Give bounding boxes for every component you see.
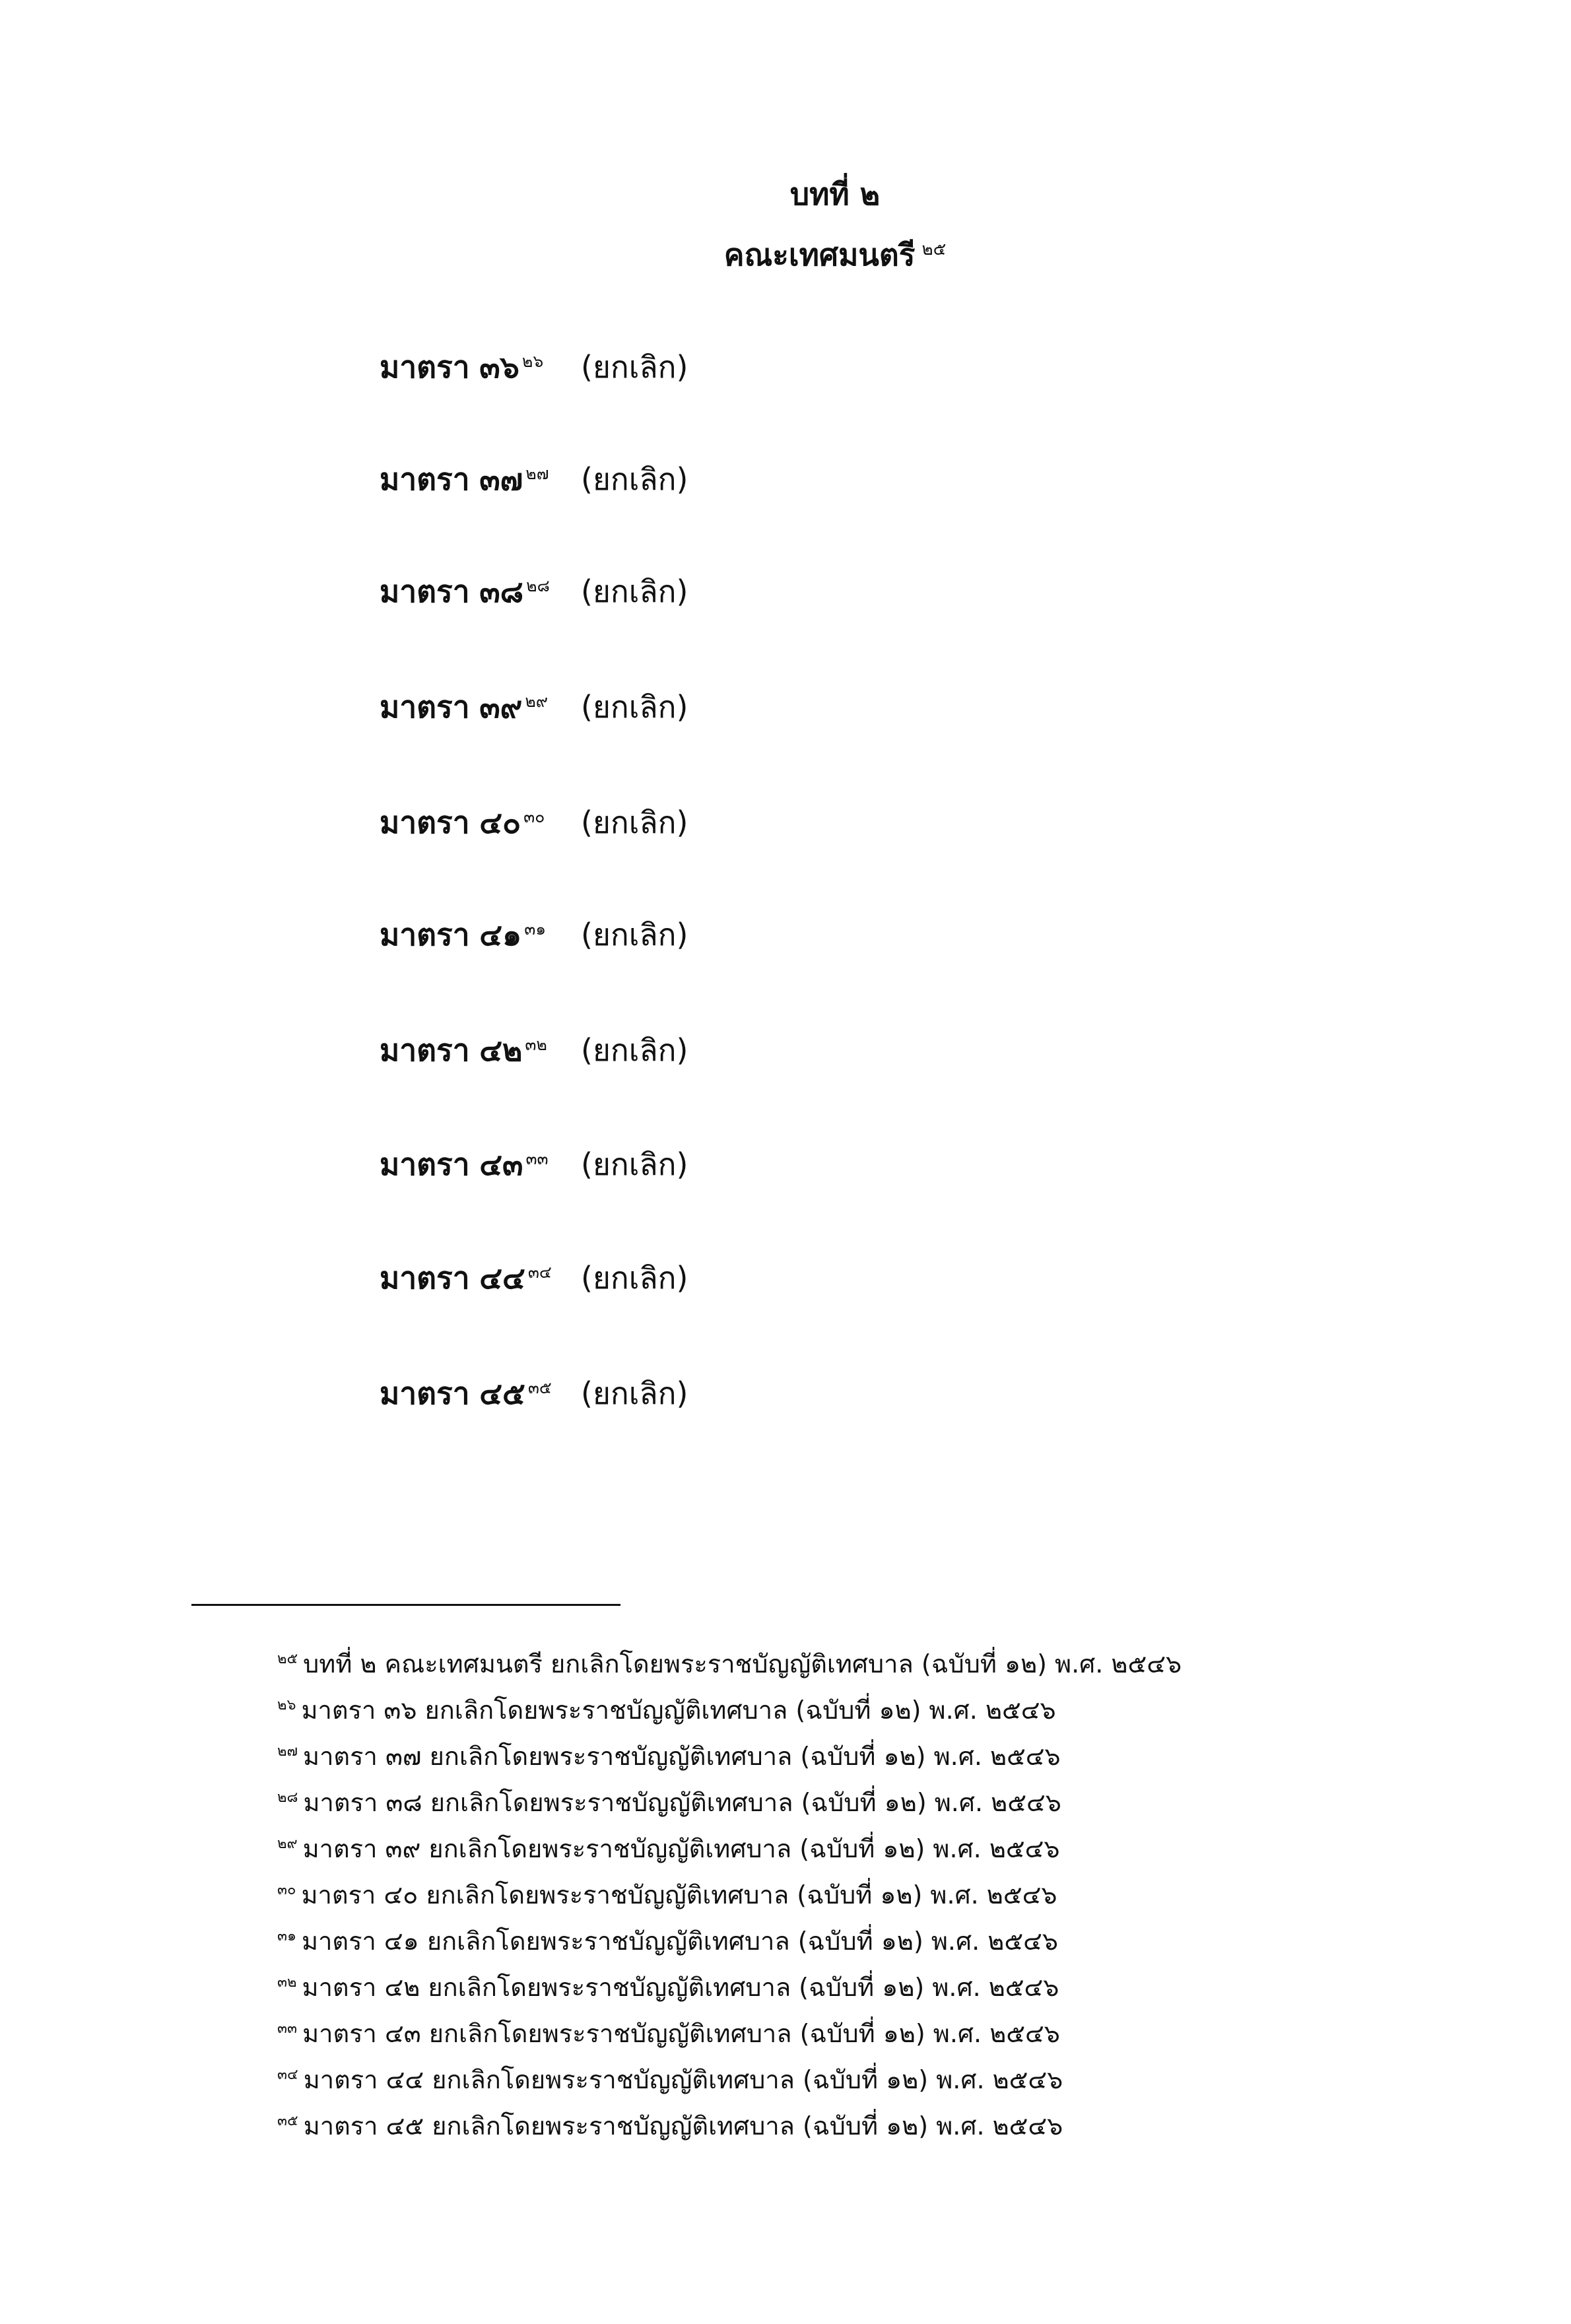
- section-footnote-mark: ๓๓: [525, 1148, 549, 1168]
- footnote: [277, 2013, 1060, 2053]
- section-number: ๔๓: [479, 1146, 523, 1182]
- section-number: ๔๐: [479, 805, 521, 840]
- section-footnote-mark: ๓๔: [527, 1262, 552, 1282]
- section-number: ๔๔: [479, 1260, 525, 1296]
- chapter-subtitle-line: [0, 231, 1571, 279]
- section-label: มาตรา: [380, 349, 470, 385]
- section-status: (ยกเลิก): [581, 574, 688, 609]
- chapter-heading: [0, 170, 1571, 218]
- footnote-text: มาตรา ๓๘ ยกเลิกโดยพระราชบัญญัติเทศบาล (ฉบับที่ ๑๒) พ.ศ. ๒๕๔๖: [303, 1788, 1061, 1817]
- section-row: [380, 1141, 688, 1189]
- section-label: มาตรา: [380, 574, 470, 609]
- section-row: [380, 911, 688, 959]
- section-label: มาตรา: [380, 1032, 470, 1068]
- section-number: ๓๘: [479, 574, 524, 609]
- section-label: มาตรา: [380, 1376, 470, 1411]
- footnote: [277, 1782, 1061, 1822]
- footnote-text: มาตรา ๔๐ ยกเลิกโดยพระราชบัญญัติเทศบาล (ฉบับที่ ๑๒) พ.ศ. ๒๕๔๖: [301, 1880, 1057, 1909]
- footnote-mark: ๓๒: [277, 1974, 297, 1991]
- section-row: [380, 343, 688, 391]
- footnote: [277, 1643, 1182, 1684]
- footnote: [277, 1921, 1058, 1961]
- section-row: [380, 455, 688, 504]
- section-row: [380, 799, 688, 847]
- section-row: [380, 1026, 688, 1075]
- section-number: ๔๑: [479, 917, 522, 952]
- footnote-text: มาตรา ๓๗ ยกเลิกโดยพระราชบัญญัติเทศบาล (ฉบับที่ ๑๒) พ.ศ. ๒๕๔๖: [303, 1742, 1061, 1771]
- footnote-text: มาตรา ๔๓ ยกเลิกโดยพระราชบัญญัติเทศบาล (ฉบับที่ ๑๒) พ.ศ. ๒๕๔๖: [302, 2019, 1060, 2048]
- section-status: (ยกเลิก): [581, 805, 688, 840]
- section-label: มาตรา: [380, 805, 470, 840]
- section-footnote-mark: ๒๖: [521, 351, 544, 371]
- footnote: [277, 2059, 1063, 2100]
- section-footnote-mark: ๒๘: [526, 576, 550, 595]
- section-status: (ยกเลิก): [581, 1032, 688, 1068]
- footnote-mark: ๒๘: [277, 1789, 298, 1807]
- footnote: [277, 1967, 1059, 2007]
- section-label: มาตรา: [380, 1260, 470, 1296]
- section-footnote-mark: ๒๗: [525, 463, 549, 483]
- section-footnote-mark: ๓๑: [524, 919, 547, 939]
- footnote-mark: ๒๕: [277, 1651, 298, 1668]
- footnote-text: มาตรา ๔๕ ยกเลิกโดยพระราชบัญญัติเทศบาล (ฉบับที่ ๑๒) พ.ศ. ๒๕๔๖: [303, 2111, 1063, 2141]
- section-number: ๓๖: [479, 349, 519, 385]
- footnote: [277, 1828, 1060, 1869]
- section-footnote-mark: ๓๒: [525, 1034, 547, 1054]
- chapter-subtitle: คณะเทศมนตรี: [723, 237, 916, 273]
- section-number: ๓๙: [479, 689, 523, 725]
- section-number: ๔๒: [479, 1032, 523, 1068]
- section-status: (ยกเลิก): [581, 1376, 688, 1411]
- section-number: ๓๗: [479, 461, 523, 497]
- section-status: (ยกเลิก): [581, 689, 688, 725]
- footnote-mark: ๒๖: [277, 1697, 296, 1714]
- chapter-footnote-mark: ๒๕: [921, 239, 947, 259]
- footnote-mark: ๒๙: [277, 1836, 298, 1853]
- footnote: [277, 1690, 1056, 1730]
- section-number: ๔๕: [479, 1376, 525, 1411]
- section-status: (ยกเลิก): [581, 917, 688, 952]
- footnote-mark: ๓๓: [277, 2020, 298, 2038]
- section-status: (ยกเลิก): [581, 349, 688, 385]
- section-row: [380, 1254, 688, 1302]
- section-status: (ยกเลิก): [581, 461, 688, 497]
- footnote: [277, 1875, 1057, 1915]
- section-row: [380, 568, 688, 616]
- section-status: (ยกเลิก): [581, 1260, 688, 1296]
- section-label: มาตรา: [380, 689, 470, 725]
- footnote: [277, 1736, 1061, 1776]
- footnote-mark: ๓๐: [277, 1882, 296, 1899]
- chapter-title: บทที่ ๒: [789, 176, 881, 212]
- section-footnote-mark: ๓๕: [527, 1378, 552, 1397]
- footnote-text: มาตรา ๓๙ ยกเลิกโดยพระราชบัญญัติเทศบาล (ฉบับที่ ๑๒) พ.ศ. ๒๕๔๖: [302, 1834, 1060, 1863]
- footnote-text: มาตรา ๓๖ ยกเลิกโดยพระราชบัญญัติเทศบาล (ฉบับที่ ๑๒) พ.ศ. ๒๕๔๖: [301, 1696, 1056, 1725]
- section-label: มาตรา: [380, 1146, 470, 1182]
- section-status: (ยกเลิก): [581, 1146, 688, 1182]
- footnote-mark: ๓๑: [277, 1928, 297, 1945]
- section-row: [380, 1370, 688, 1418]
- footnote-mark: ๒๗: [277, 1743, 298, 1760]
- section-footnote-mark: ๒๙: [525, 691, 549, 711]
- footnote-text: มาตรา ๔๔ ยกเลิกโดยพระราชบัญญัติเทศบาล (ฉบับที่ ๑๒) พ.ศ. ๒๕๔๖: [303, 2065, 1063, 2094]
- section-label: มาตรา: [380, 461, 470, 497]
- section-footnote-mark: ๓๐: [523, 807, 545, 826]
- footnote: [277, 2106, 1063, 2146]
- footnote-mark: ๓๔: [277, 2067, 298, 2084]
- footnote-mark: ๓๕: [277, 2113, 298, 2130]
- footnote-text: บทที่ ๒ คณะเทศมนตรี ยกเลิกโดยพระราชบัญญัติเทศบาล (ฉบับที่ ๑๒) พ.ศ. ๒๕๔๖: [303, 1649, 1182, 1678]
- section-row: [380, 683, 688, 731]
- footnote-text: มาตรา ๔๑ ยกเลิกโดยพระราชบัญญัติเทศบาล (ฉบับที่ ๑๒) พ.ศ. ๒๕๔๖: [302, 1927, 1058, 1956]
- section-label: มาตรา: [380, 917, 470, 952]
- footnote-separator: [191, 1604, 620, 1606]
- footnote-text: มาตรา ๔๒ ยกเลิกโดยพระราชบัญญัติเทศบาล (ฉบับที่ ๑๒) พ.ศ. ๒๕๔๖: [302, 1973, 1059, 2002]
